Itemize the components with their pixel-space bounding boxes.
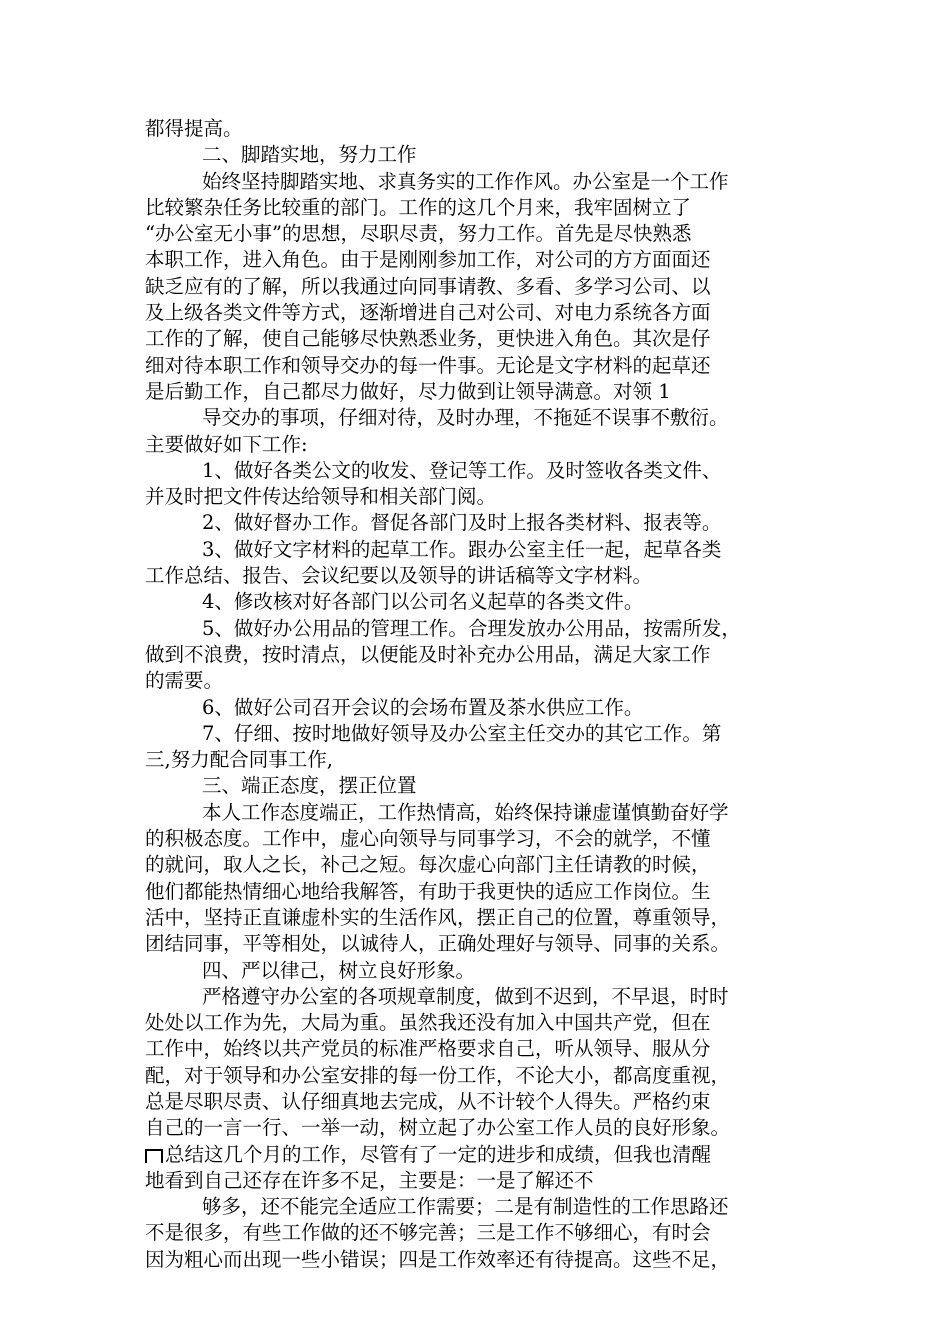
line-text: 的需要。: [145, 669, 224, 693]
text-line: [145, 800, 825, 826]
line-text: 三、端正态度，摆正位置: [202, 774, 417, 798]
text-line: [145, 1168, 825, 1194]
text-line: [145, 405, 825, 431]
line-text: 2、做好督办工作。督促各部门及时上报各类材料、报表等。: [202, 511, 722, 535]
line-text: 四、严以律己，树立良好形象。: [202, 958, 476, 982]
text-line: [145, 169, 825, 195]
text-line: [145, 1220, 825, 1246]
text-line: [145, 1036, 825, 1062]
text-line: [145, 1089, 825, 1115]
line-text: 总结这几个月的工作，尽管有了一定的进步和成绩，但我也清醒: [165, 1142, 712, 1166]
bracket-mark-icon: [145, 1149, 163, 1163]
line-text: “办公室无小事”的思想，尽职尽责，努力工作。首先是尽快熟悉: [145, 222, 692, 246]
line-text: 3、做好文字材料的起草工作。跟办公室主任一起，起草各类: [202, 537, 722, 561]
text-line: [145, 668, 825, 694]
line-text: 不是很多，有些工作做的还不够完善；三是工作不够细心，有时会: [145, 1221, 711, 1245]
text-line: [145, 1010, 825, 1036]
text-line: [145, 247, 825, 273]
text-line: [145, 221, 825, 247]
text-line: [145, 589, 825, 615]
text-line: [145, 563, 825, 589]
text-line: [145, 116, 825, 142]
line-text: 地看到自己还存在许多不足，主要是：一是了解还不: [145, 1168, 594, 1192]
text-line: [145, 1142, 825, 1168]
line-text: 比较繁杂任务比较重的部门。工作的这几个月来，我牢固树立了: [145, 195, 692, 219]
line-text: 做到不浪费，按时清点，以便能及时补充办公用品，满足大家工作: [145, 642, 711, 666]
text-line: [145, 484, 825, 510]
line-text: 工作中，始终以共产党员的标准严格要求自己，听从领导、服从分: [145, 1037, 711, 1061]
text-line: [145, 695, 825, 721]
text-line: [145, 1194, 825, 1220]
text-line: [145, 905, 825, 931]
line-text: 因为粗心而出现一些小错误；四是工作效率还有待提高。这些不足，: [145, 1247, 731, 1271]
line-text: 工作总结、报告、会议纪要以及领导的讲话稿等文字材料。: [145, 564, 653, 588]
line-text: 工作的了解，使自己能够尽快熟悉业务，更快进入角色。其次是仔: [145, 327, 711, 351]
text-line: [145, 616, 825, 642]
line-text: 都得提高。: [145, 117, 243, 140]
line-text: 导交办的事项，仔细对待，及时办理，不拖延不误事不敷衍。: [202, 406, 729, 430]
text-line: [145, 879, 825, 905]
line-text: 自己的一言一行、一举一动，树立起了办公室工作人员的良好形象。: [145, 1116, 731, 1140]
line-text: 4、修改核对好各部门以公司名义起草的各类文件。: [202, 590, 644, 614]
text-line: [145, 510, 825, 536]
line-text: 6、做好公司召开会议的会场布置及茶水供应工作。: [202, 695, 644, 719]
text-line: [145, 747, 825, 773]
text-line: [145, 195, 825, 221]
document-body: [145, 116, 825, 1273]
line-text: 7、仔细、按时地做好领导及办公室主任交办的其它工作。第: [202, 721, 722, 745]
text-line: [145, 721, 825, 747]
text-line: [145, 274, 825, 300]
text-line: [145, 432, 825, 458]
line-text: 5、做好办公用品的管理工作。合理发放办公用品，按需所发，: [202, 616, 741, 640]
line-text: 三,努力配合同事工作,: [145, 748, 333, 772]
line-text: 1、做好各类公文的收发、登记等工作。及时签收各类文件、: [202, 458, 722, 482]
line-text: 他们都能热情细心地给我解答，有助于我更快的适应工作岗位。生: [145, 879, 711, 903]
line-text: 并及时把文件传达给领导和相关部门阅。: [145, 485, 497, 509]
line-text: 缺乏应有的了解，所以我通过向同事请教、多看、多学习公司、以: [145, 274, 711, 298]
line-text: 二、脚踏实地，努力工作: [202, 143, 417, 167]
line-text: 严格遵守办公室的各项规章制度，做到不迟到，不早退，时时: [202, 984, 729, 1008]
line-text: 及上级各类文件等方式，逐渐增进自己对公司、对电力系统各方面: [145, 301, 711, 325]
line-text: 本职工作，进入角色。由于是刚刚参加工作，对公司的方方面面还: [145, 248, 711, 272]
text-line: [145, 379, 825, 405]
text-line: [145, 537, 825, 563]
text-line: [145, 852, 825, 878]
line-text: 主要做好如下工作:: [145, 432, 308, 456]
line-text: 的就问，取人之长，补己之短。每次虚心向部门主任请教的时候，: [145, 853, 711, 877]
text-line: [145, 1063, 825, 1089]
text-line: [145, 458, 825, 484]
line-text: 总是尽职尽责、认仔细真地去完成，从不计较个人得失。严格约束: [145, 1089, 711, 1113]
line-text: 是后勤工作，自己都尽力做好，尽力做到让领导满意。对领 1: [145, 379, 671, 403]
line-text: 细对待本职工作和领导交办的每一件事。无论是文字材料的起草还: [145, 353, 711, 377]
text-line: [145, 642, 825, 668]
line-text: 够多，还不能完全适应工作需要；二是有制造性的工作思路还: [202, 1195, 729, 1219]
line-text: 活中，坚持正直谦虚朴实的生活作风，摆正自己的位置，尊重领导，: [145, 905, 731, 929]
text-line: [145, 931, 825, 957]
text-line: [145, 958, 825, 984]
line-text: 团结同事，平等相处，以诚待人，正确处理好与领导、同事的关系。: [145, 932, 731, 956]
text-line: [145, 1247, 825, 1273]
text-line: [145, 353, 825, 379]
line-text: 的积极态度。工作中，虚心向领导与同事学习，不会的就学，不懂: [145, 827, 711, 851]
text-line: [145, 142, 825, 168]
text-line: [145, 300, 825, 326]
line-text: 本人工作态度端正，工作热情高，始终保持谦虚谨慎勤奋好学: [202, 800, 729, 824]
text-line: [145, 984, 825, 1010]
text-line: [145, 773, 825, 799]
line-text: 始终坚持脚踏实地、求真务实的工作作风。办公室是一个工作: [202, 169, 729, 193]
line-text: 处处以工作为先，大局为重。虽然我还没有加入中国共产党，但在: [145, 1011, 711, 1035]
line-text: 配，对于领导和办公室安排的每一份工作，不论大小，都高度重视，: [145, 1063, 731, 1087]
text-line: [145, 1115, 825, 1141]
text-line: [145, 826, 825, 852]
text-line: [145, 326, 825, 352]
